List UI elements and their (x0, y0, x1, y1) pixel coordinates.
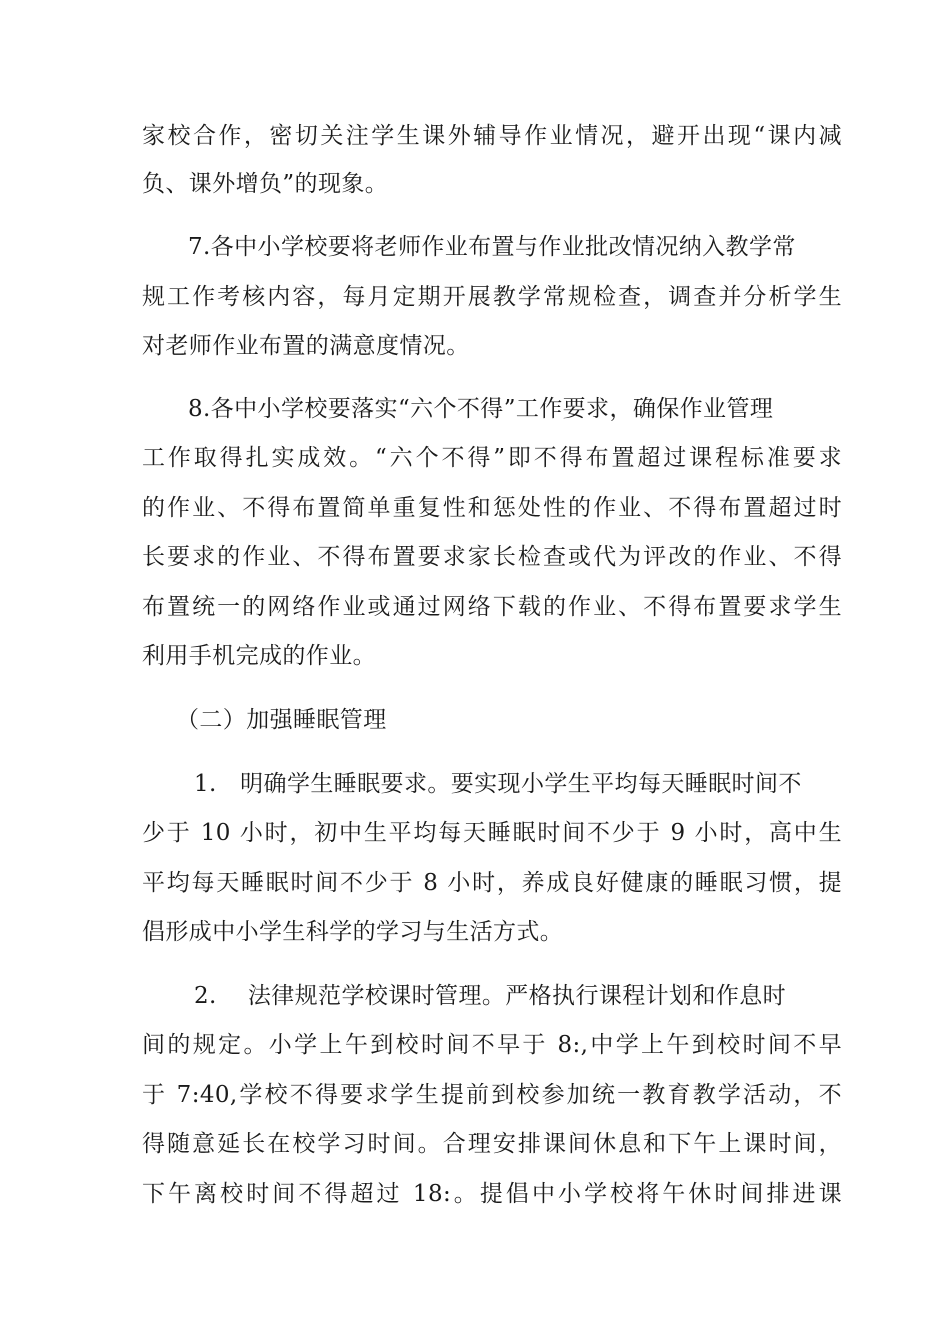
paragraph-continuation-line-2: 负、课外增负”的现象。 (142, 171, 389, 197)
paragraph-continuation-line-1: 家校合作，密切关注学生课外辅导作业情况，避开出现“课内减 (142, 123, 842, 149)
item-8-line-1: 8.各中小学校要落实“六个不得”工作要求，确保作业管理 (188, 396, 774, 422)
item-8-line-5: 布置统一的网络作业或通过网络下载的作业、不得布置要求学生 (142, 594, 842, 620)
item-8-line-3: 的作业、不得布置简单重复性和惩处性的作业、不得布置超过时 (142, 495, 842, 521)
sleep-item-1-line-1: 1. 明确学生睡眠要求。要实现小学生平均每天睡眠时间不 (194, 771, 802, 797)
sleep-item-1-line-2: 少于 10 小时，初中生平均每天睡眠时间不少于 9 小时，高中生 (142, 820, 842, 846)
item-8-line-2: 工作取得扎实成效。“六个不得”即不得布置超过课程标准要求 (142, 445, 842, 471)
item-7-line-2: 规工作考核内容，每月定期开展教学常规检查，调查并分析学生 (142, 284, 842, 310)
sleep-item-2-line-2: 间的规定。小学上午到校时间不早于 8:,中学上午到校时间不早 (142, 1032, 842, 1058)
sleep-item-2-line-5: 下午离校时间不得超过 18:。提倡中小学校将午休时间排进课 (142, 1181, 842, 1207)
item-8-line-6: 利用手机完成的作业。 (142, 643, 376, 669)
item-7-line-3: 对老师作业布置的满意度情况。 (142, 333, 470, 359)
sleep-item-2-line-4: 得随意延长在校学习时间。合理安排课间休息和下午上课时间， (142, 1131, 842, 1157)
item-8-line-4: 长要求的作业、不得布置要求家长检查或代为评改的作业、不得 (142, 544, 842, 570)
section-heading: （二）加强睡眠管理 (176, 707, 387, 733)
sleep-item-2-line-3: 于 7:40,学校不得要求学生提前到校参加统一教育教学活动，不 (142, 1082, 842, 1108)
sleep-item-1-line-4: 倡形成中小学生科学的学习与生活方式。 (142, 919, 564, 945)
item-7-line-1: 7.各中小学校要将老师作业布置与作业批改情况纳入教学常 (188, 234, 796, 260)
sleep-item-2-line-1: 2. 法律规范学校课时管理。严格执行课程计划和作息时 (194, 983, 787, 1009)
sleep-item-1-line-3: 平均每天睡眠时间不少于 8 小时，养成良好健康的睡眠习惯，提 (142, 870, 842, 896)
